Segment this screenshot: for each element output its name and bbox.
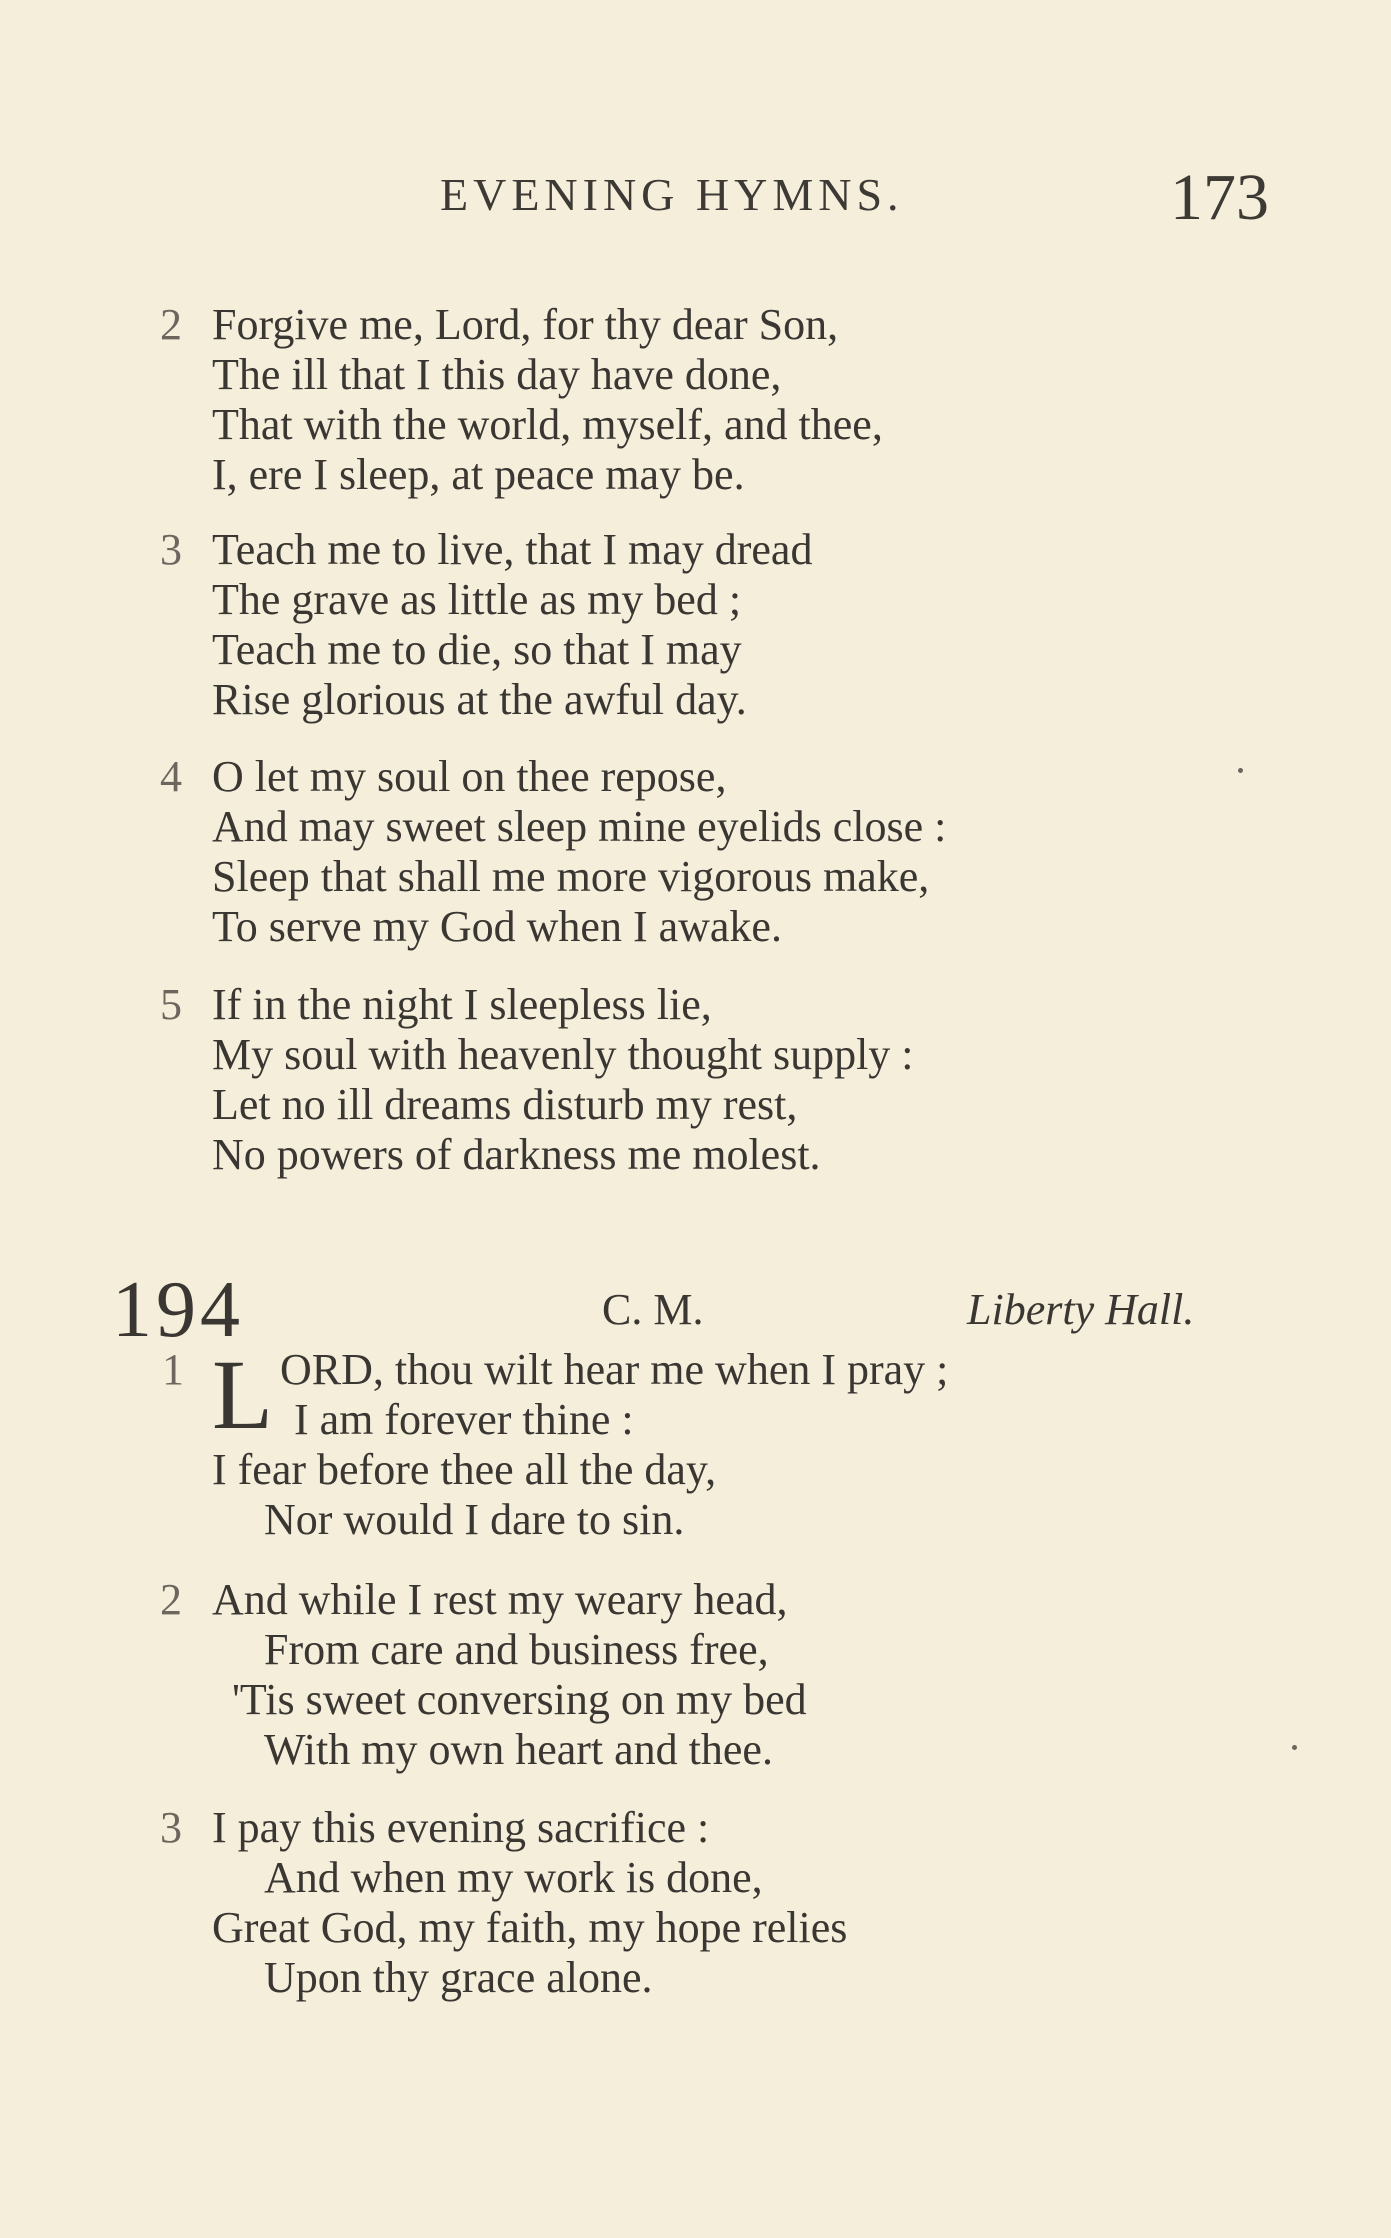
verse-line: I am forever thine : <box>294 1395 634 1444</box>
verse-line: ORD, thou wilt hear me when I pray ; <box>280 1345 949 1394</box>
verse-line: If in the night I sleepless lie, <box>212 980 712 1029</box>
stanza-5 <box>160 980 914 1180</box>
running-head: EVENING HYMNS. <box>440 169 904 220</box>
stanza-number: 2 <box>160 1575 182 1624</box>
stanza-number: 3 <box>160 1803 182 1852</box>
hymn-stanza-3 <box>160 1803 847 2003</box>
verse-line: No powers of darkness me molest. <box>212 1130 821 1179</box>
verse-line: Teach me to die, so that I may <box>212 625 742 674</box>
verse-line: I fear before thee all the day, <box>212 1445 717 1494</box>
hymn-heading <box>112 1265 1292 1355</box>
hymn-meter: C. M. <box>602 1285 704 1334</box>
verse-line: Sleep that shall me more vigorous make, <box>212 852 930 901</box>
verse-line: From care and business free, <box>264 1625 769 1674</box>
hymn-stanza-2 <box>160 1575 807 1775</box>
verse-line: Nor would I dare to sin. <box>264 1495 685 1544</box>
hymn-stanza-1 <box>160 1339 949 1545</box>
verse-line: With my own heart and thee. <box>264 1725 773 1774</box>
stanza-number: 2 <box>160 300 182 349</box>
ink-speck <box>1292 1745 1297 1750</box>
verse-line: And when my work is done, <box>264 1853 763 1902</box>
verse-line: 'Tis sweet conversing on my bed <box>232 1675 807 1724</box>
verse-line: Upon thy grace alone. <box>264 1953 653 2002</box>
hymn-number: 194 <box>112 1266 244 1354</box>
tune-name: Liberty Hall. <box>967 1285 1195 1334</box>
verse-line: The grave as little as my bed ; <box>212 575 742 624</box>
verse-line: Teach me to live, that I may dread <box>212 525 813 574</box>
verse-line: My soul with heavenly thought supply : <box>212 1030 914 1079</box>
stanza-number: 5 <box>160 980 182 1029</box>
ink-speck <box>1238 768 1243 773</box>
verse-line: O let my soul on thee repose, <box>212 752 727 801</box>
verse-line: Great God, my faith, my hope relies <box>212 1903 848 1952</box>
verse-line: That with the world, myself, and thee, <box>212 400 883 449</box>
verse-line: And while I rest my weary head, <box>212 1575 788 1624</box>
verse-line: Let no ill dreams disturb my rest, <box>212 1080 798 1129</box>
page-number: 173 <box>1170 161 1269 234</box>
verse-line: I pay this evening sacrifice : <box>212 1803 710 1852</box>
verse-line: To serve my God when I awake. <box>212 902 782 951</box>
stanza-number: 4 <box>160 752 182 801</box>
verse-line: Forgive me, Lord, for thy dear Son, <box>212 300 839 349</box>
stanza-number: 3 <box>160 525 182 574</box>
stanza-3 <box>160 525 812 725</box>
stanza-2 <box>160 300 883 500</box>
stanza-number: 1 <box>162 1345 184 1394</box>
stanza-4 <box>160 752 946 952</box>
verse-line: And may sweet sleep mine eyelids close : <box>212 802 947 851</box>
verse-line: The ill that I this day have done, <box>212 350 782 399</box>
verse-line: I, ere I sleep, at peace may be. <box>212 450 745 499</box>
verse-line: Rise glorious at the awful day. <box>212 675 747 724</box>
drop-cap: L <box>212 1339 274 1450</box>
